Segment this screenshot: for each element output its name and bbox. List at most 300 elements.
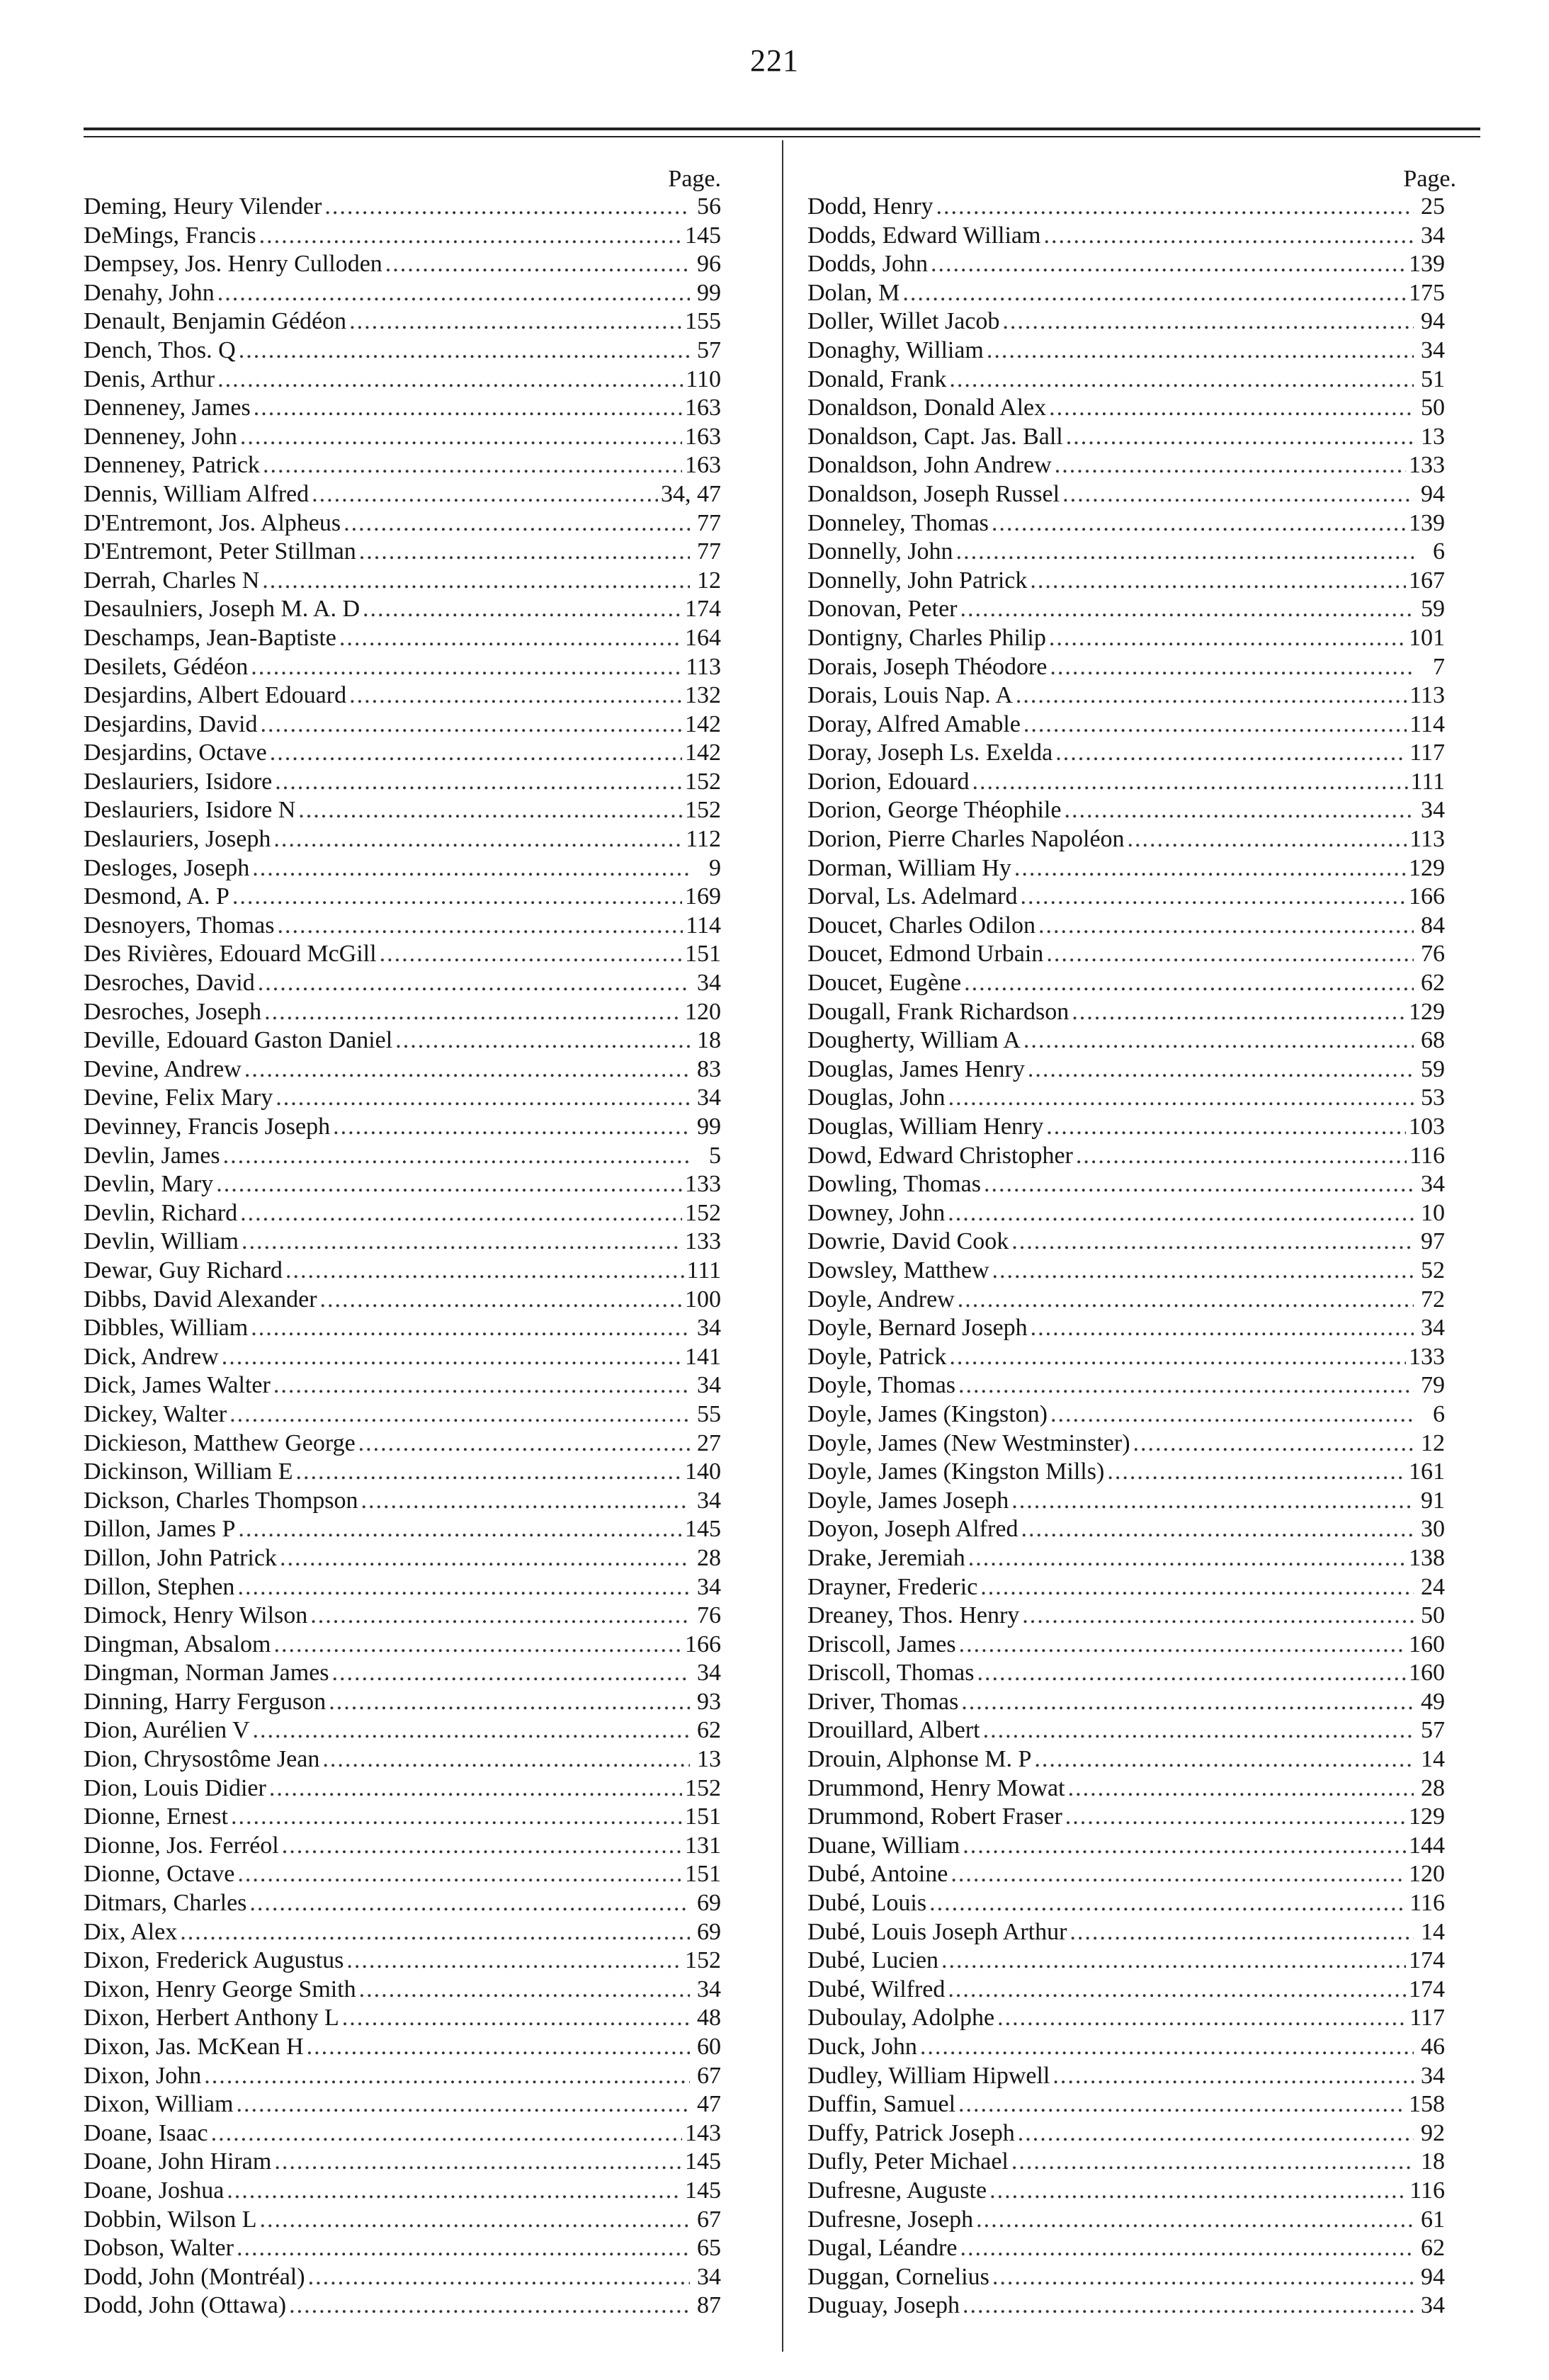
- entry-name: Dodd, John (Montréal): [84, 2263, 305, 2290]
- dot-leader: [960, 595, 1414, 624]
- dot-leader: [237, 2234, 690, 2263]
- entry-page: 14: [1421, 1918, 1445, 1945]
- index-entry: [84, 1429, 721, 1458]
- entry-page: 164: [685, 624, 721, 651]
- index-entry: [807, 2206, 1445, 2235]
- dot-leader: [1050, 1400, 1414, 1429]
- index-entry: [807, 1774, 1445, 1803]
- dot-leader: [211, 2119, 682, 2148]
- entry-name: Donnelly, John: [807, 538, 953, 565]
- index-entry: [84, 394, 721, 423]
- index-entry: [807, 193, 1445, 222]
- index-entry: [84, 940, 721, 969]
- dot-leader: [931, 250, 1406, 279]
- dot-leader: [223, 1142, 690, 1171]
- dot-leader: [963, 2291, 1414, 2320]
- entry-name: Dodd, Henry: [807, 193, 934, 220]
- dot-leader: [902, 279, 1406, 308]
- dot-leader: [258, 969, 690, 998]
- index-entry: [807, 2062, 1445, 2091]
- index-entry: [807, 1544, 1445, 1573]
- dot-leader: [980, 1573, 1414, 1602]
- index-entry: [84, 1659, 721, 1688]
- entry-name: Dufresne, Joseph: [807, 2206, 974, 2233]
- entry-page: 65: [697, 2235, 721, 2262]
- dot-leader: [308, 2263, 690, 2292]
- entry-page: 47: [697, 2091, 721, 2118]
- entry-name: Donaldson, Joseph Russel: [807, 480, 1060, 507]
- index-entry: [84, 1084, 721, 1113]
- index-entry: [84, 1860, 721, 1889]
- dot-leader: [285, 1257, 684, 1286]
- entry-name: Dowling, Thomas: [807, 1171, 981, 1198]
- entry-page: 67: [697, 2062, 721, 2089]
- dot-leader: [958, 2090, 1406, 2119]
- entry-page: 84: [1421, 912, 1445, 939]
- index-entry: [84, 796, 721, 825]
- entry-page: 120: [685, 998, 721, 1025]
- index-entry: [807, 2177, 1445, 2206]
- entry-page: 34: [1421, 336, 1445, 363]
- dot-leader: [240, 1199, 682, 1228]
- index-entry: [807, 1946, 1445, 1976]
- index-entry: [84, 1170, 721, 1199]
- entry-name: Dubé, Louis Joseph Arthur: [807, 1918, 1067, 1945]
- entry-page: 34: [1421, 2062, 1445, 2089]
- entry-name: Dingman, Norman James: [84, 1660, 329, 1687]
- entry-name: Donovan, Peter: [807, 596, 958, 623]
- entry-page: 28: [697, 1544, 721, 1571]
- column-divider: [782, 140, 783, 2352]
- entry-name: Devine, Felix Mary: [84, 1084, 273, 1111]
- index-entry: [807, 768, 1445, 797]
- entry-name: Desmond, A. P: [84, 883, 229, 910]
- dot-leader: [948, 1199, 1414, 1228]
- entry-name: Denneney, Patrick: [84, 452, 260, 479]
- dot-leader: [251, 1314, 690, 1343]
- dot-leader: [992, 2263, 1414, 2292]
- entry-name: Donald, Frank: [807, 366, 947, 392]
- dot-leader: [1052, 2062, 1414, 2091]
- dot-leader: [1028, 1055, 1414, 1084]
- dot-leader: [948, 1084, 1414, 1113]
- entry-page: 139: [1409, 251, 1445, 278]
- index-entry: [807, 595, 1445, 624]
- entry-name: Desjardins, Octave: [84, 740, 267, 766]
- index-entry: [807, 1400, 1445, 1429]
- index-entry: [807, 2291, 1445, 2320]
- dot-leader: [1065, 796, 1414, 825]
- entry-name: Duboulay, Adolphe: [807, 2005, 995, 2032]
- index-entry: [84, 825, 721, 854]
- index-entry: [84, 307, 721, 336]
- entry-page: 62: [1421, 2235, 1445, 2262]
- index-entry: [84, 2206, 721, 2235]
- dot-leader: [312, 480, 658, 509]
- dot-leader: [342, 2004, 690, 2033]
- entry-page: 174: [1409, 1947, 1445, 1974]
- index-entry: [84, 1832, 721, 1861]
- dot-leader: [269, 1774, 682, 1803]
- entry-page: 34: [697, 1372, 721, 1399]
- entry-page: 57: [697, 336, 721, 363]
- entry-name: Donaldson, Capt. Jas. Ball: [807, 423, 1063, 450]
- dot-leader: [276, 1084, 690, 1113]
- entry-name: Dimock, Henry Wilson: [84, 1602, 308, 1629]
- dot-leader: [358, 1429, 690, 1458]
- index-entry: [807, 2148, 1445, 2177]
- dot-leader: [332, 1659, 690, 1688]
- entry-page: 51: [1421, 366, 1445, 392]
- dot-leader: [1022, 1602, 1414, 1631]
- index-entry: [807, 567, 1445, 596]
- entry-page: 76: [1421, 941, 1445, 968]
- entry-name: Denault, Benjamin Gédéon: [84, 308, 347, 335]
- dot-leader: [349, 307, 682, 336]
- entry-name: Dixon, Jas. McKean H: [84, 2034, 304, 2060]
- entry-page: 138: [1409, 1544, 1445, 1571]
- entry-page: 166: [1409, 883, 1445, 910]
- dot-leader: [263, 451, 682, 480]
- entry-page: 34: [697, 1660, 721, 1687]
- entry-name: Dorion, George Théophile: [807, 797, 1062, 824]
- entry-page: 161: [1409, 1458, 1445, 1485]
- entry-page: 145: [685, 222, 721, 249]
- entry-name: Dorion, Edouard: [807, 768, 970, 795]
- dot-leader: [262, 567, 690, 596]
- entry-name: Drummond, Robert Fraser: [807, 1803, 1062, 1830]
- entry-name: Driscoll, James: [807, 1631, 956, 1658]
- entry-page: 158: [1409, 2091, 1445, 2118]
- entry-page: 67: [697, 2206, 721, 2233]
- index-entry: [84, 423, 721, 452]
- dot-leader: [361, 1487, 690, 1516]
- entry-name: Doane, Isaac: [84, 2119, 208, 2146]
- dot-leader: [359, 538, 690, 567]
- entry-page: 6: [1433, 1400, 1445, 1427]
- dot-leader: [204, 2062, 690, 2091]
- index-entry: [84, 222, 721, 251]
- index-entry: [84, 1631, 721, 1660]
- dot-leader: [273, 1371, 690, 1400]
- entry-name: Donaghy, William: [807, 336, 984, 363]
- entry-page: 24: [1421, 1573, 1445, 1600]
- entry-page: 175: [1409, 279, 1445, 306]
- index-entry: [807, 366, 1445, 395]
- entry-name: DeMings, Francis: [84, 222, 256, 249]
- index-entry: [807, 1113, 1445, 1142]
- dot-leader: [240, 423, 682, 452]
- dot-leader: [217, 279, 690, 308]
- dot-leader: [1133, 1429, 1414, 1458]
- index-entry: [807, 1142, 1445, 1171]
- entry-name: Dubé, Louis: [807, 1890, 927, 1917]
- index-entry: [84, 595, 721, 624]
- entry-name: Donnelly, John Patrick: [807, 567, 1028, 594]
- dot-leader: [958, 1371, 1414, 1400]
- dot-leader: [251, 653, 683, 682]
- entry-page: 13: [1421, 423, 1445, 450]
- entry-page: 120: [1409, 1861, 1445, 1888]
- entry-name: Doane, Joshua: [84, 2177, 225, 2204]
- right-column: [807, 162, 1456, 2320]
- dot-leader: [298, 796, 682, 825]
- dot-leader: [227, 2177, 682, 2206]
- entry-page: 50: [1421, 1602, 1445, 1629]
- entry-page: 97: [1421, 1228, 1445, 1255]
- entry-page: 30: [1421, 1516, 1445, 1543]
- entry-name: Dodds, John: [807, 251, 929, 278]
- entry-page: 34: [697, 970, 721, 997]
- entry-page: 68: [1421, 1027, 1445, 1054]
- entry-page: 7: [1433, 653, 1445, 680]
- entry-page: 174: [685, 596, 721, 623]
- entry-page: 34: [1421, 222, 1445, 249]
- entry-page: 152: [685, 797, 721, 824]
- dot-leader: [1049, 394, 1414, 423]
- entry-page: 132: [685, 682, 721, 709]
- entry-page: 91: [1421, 1487, 1445, 1514]
- dot-leader: [333, 1113, 690, 1142]
- entry-name: Dickson, Charles Thompson: [84, 1487, 358, 1514]
- entry-name: Dick, Andrew: [84, 1343, 219, 1370]
- dot-leader: [929, 1889, 1407, 1918]
- entry-page: 163: [685, 423, 721, 450]
- entry-page: 94: [1421, 2263, 1445, 2290]
- entry-page: 62: [1421, 970, 1445, 997]
- dot-leader: [274, 2148, 682, 2177]
- dot-leader: [273, 825, 683, 854]
- index-entry: [807, 1602, 1445, 1631]
- entry-name: Drouillard, Albert: [807, 1717, 980, 1744]
- index-entry: [84, 1314, 721, 1343]
- entry-page: 83: [697, 1055, 721, 1082]
- entry-name: Doyle, James (New Westminster): [807, 1429, 1130, 1456]
- index-entry: [807, 538, 1445, 567]
- index-entry: [807, 1631, 1445, 1660]
- entry-page: 46: [1421, 2034, 1445, 2060]
- entry-page: 59: [1421, 596, 1445, 623]
- entry-name: Doyle, James Joseph: [807, 1487, 1009, 1514]
- dot-leader: [322, 1745, 690, 1774]
- entry-page: 34, 47: [661, 480, 721, 507]
- dot-leader: [1011, 2148, 1414, 2177]
- dot-leader: [968, 1544, 1406, 1573]
- index-entry: [84, 366, 721, 395]
- entry-page: 166: [685, 1631, 721, 1658]
- entry-name: Drayner, Frederic: [807, 1573, 978, 1600]
- index-entry: [807, 710, 1445, 740]
- entry-name: Dobson, Walter: [84, 2235, 234, 2262]
- entry-page: 133: [685, 1228, 721, 1255]
- entry-name: Dudley, William Hipwell: [807, 2062, 1050, 2089]
- dot-leader: [949, 1343, 1406, 1372]
- index-entry: [84, 1026, 721, 1055]
- index-entry: [84, 1343, 721, 1372]
- index-entry: [84, 1487, 721, 1516]
- index-entry: [807, 1429, 1445, 1458]
- dot-leader: [252, 854, 690, 883]
- index-entry: [84, 1371, 721, 1400]
- dot-leader: [324, 193, 690, 222]
- index-entry: [807, 1228, 1445, 1257]
- page-number: 221: [750, 43, 799, 78]
- entry-name: Drummond, Henry Mowat: [807, 1774, 1065, 1801]
- index-entry: [807, 1371, 1445, 1400]
- index-entry: [84, 2062, 721, 2091]
- entry-name: Dontigny, Charles Philip: [807, 624, 1046, 651]
- index-entry: [84, 451, 721, 480]
- dot-leader: [972, 768, 1408, 797]
- dot-leader: [959, 1631, 1406, 1660]
- entry-name: Dinning, Harry Ferguson: [84, 1688, 327, 1715]
- entry-name: Douglas, John: [807, 1084, 946, 1111]
- entry-page: 34: [697, 1573, 721, 1600]
- entry-page: 34: [697, 1315, 721, 1342]
- entry-page: 152: [685, 1199, 721, 1226]
- entry-name: Dougall, Frank Richardson: [807, 998, 1069, 1025]
- dot-leader: [1023, 710, 1407, 740]
- index-entry: [807, 739, 1445, 768]
- index-entry: [84, 2090, 721, 2119]
- dot-leader: [1043, 222, 1414, 251]
- index-entry: [807, 1832, 1445, 1861]
- entry-page: 72: [1421, 1286, 1445, 1313]
- dot-leader: [231, 1803, 682, 1832]
- entry-name: Desjardins, David: [84, 710, 258, 737]
- index-entry: [807, 509, 1445, 538]
- index-entry: [807, 1314, 1445, 1343]
- entry-page: 155: [685, 308, 721, 335]
- entry-name: Dobbin, Wilson L: [84, 2206, 257, 2233]
- entry-name: Duguay, Joseph: [807, 2292, 960, 2319]
- entry-name: Duck, John: [807, 2034, 917, 2060]
- index-entry: [807, 2119, 1445, 2148]
- index-entry: [84, 681, 721, 710]
- entry-name: Dubé, Lucien: [807, 1947, 939, 1974]
- dot-leader: [964, 969, 1414, 998]
- entry-page: 114: [686, 912, 721, 939]
- index-entry: [84, 998, 721, 1027]
- dot-leader: [1076, 1142, 1407, 1171]
- entry-name: Devinney, Francis Joseph: [84, 1114, 331, 1140]
- entry-name: Dibbles, William: [84, 1315, 249, 1342]
- index-entry: [84, 710, 721, 740]
- entry-name: Doller, Willet Jacob: [807, 308, 1000, 335]
- entry-name: Dubé, Antoine: [807, 1861, 948, 1888]
- index-entry: [84, 624, 721, 653]
- dot-leader: [1018, 2119, 1414, 2148]
- dot-leader: [992, 509, 1406, 538]
- dot-leader: [349, 681, 682, 710]
- index-entry: [84, 2177, 721, 2206]
- dot-leader: [1034, 1745, 1414, 1774]
- dot-leader: [992, 1257, 1414, 1286]
- index-entry: [807, 423, 1445, 452]
- dot-leader: [958, 1286, 1414, 1315]
- entry-page: 69: [697, 1918, 721, 1945]
- dot-leader: [222, 1343, 682, 1372]
- index-entry: [807, 1343, 1445, 1372]
- dot-leader: [1011, 1228, 1414, 1257]
- right-page-heading: Page.: [1403, 166, 1456, 192]
- dot-leader: [951, 1860, 1406, 1889]
- entry-page: 133: [1409, 452, 1445, 479]
- dot-leader: [244, 1055, 690, 1084]
- entry-name: Dolan, M: [807, 279, 900, 306]
- index-entry: [807, 480, 1445, 509]
- dot-leader: [960, 2234, 1414, 2263]
- index-entry: [807, 1487, 1445, 1516]
- index-entry: [807, 1286, 1445, 1315]
- header-rule-thin: [84, 136, 1480, 137]
- entry-page: 61: [1421, 2206, 1445, 2233]
- entry-page: 94: [1421, 308, 1445, 335]
- entry-name: Devlin, William: [84, 1228, 239, 1255]
- entry-name: Doucet, Edmond Urbain: [807, 941, 1044, 968]
- index-entry: [84, 2004, 721, 2033]
- dot-leader: [941, 1946, 1406, 1976]
- index-entry: [84, 854, 721, 883]
- entry-page: 49: [1421, 1688, 1445, 1715]
- index-entry: [807, 222, 1445, 251]
- entry-name: Dixon, Frederick Augustus: [84, 1947, 344, 1974]
- dot-leader: [320, 1286, 682, 1315]
- index-entry: [84, 2148, 721, 2177]
- index-entry: [807, 912, 1445, 941]
- entry-name: Desloges, Joseph: [84, 854, 250, 881]
- dot-leader: [216, 1170, 682, 1199]
- index-entry: [807, 1458, 1445, 1487]
- entry-page: 113: [686, 653, 721, 680]
- entry-name: Dugal, Léandre: [807, 2235, 958, 2262]
- entry-page: 129: [1409, 1803, 1445, 1830]
- entry-name: Dench, Thos. Q: [84, 336, 236, 363]
- entry-name: Doucet, Charles Odilon: [807, 912, 1035, 939]
- index-entry: [84, 1803, 721, 1832]
- entry-page: 18: [697, 1027, 721, 1054]
- dot-leader: [282, 1832, 682, 1861]
- entry-name: Dewar, Guy Richard: [84, 1257, 283, 1284]
- dot-leader: [1055, 451, 1406, 480]
- index-entry: [84, 1716, 721, 1745]
- dot-leader: [359, 1976, 690, 2005]
- index-entry: [84, 1946, 721, 1976]
- entry-page: 110: [686, 366, 721, 392]
- entry-name: Dillon, James P: [84, 1516, 236, 1543]
- entry-page: 116: [1409, 2177, 1445, 2204]
- dot-leader: [1072, 998, 1406, 1027]
- dot-leader: [329, 1688, 690, 1717]
- index-entry: [807, 1659, 1445, 1688]
- dot-leader: [977, 1659, 1406, 1688]
- entry-name: Downey, John: [807, 1199, 946, 1226]
- dot-leader: [217, 366, 683, 395]
- entry-page: 152: [685, 1947, 721, 1974]
- index-entry: [84, 193, 721, 222]
- index-entry: [84, 912, 721, 941]
- entry-page: 48: [697, 2005, 721, 2032]
- index-entry: [84, 739, 721, 768]
- index-entry: [807, 279, 1445, 308]
- entry-name: Doray, Alfred Amable: [807, 710, 1021, 737]
- index-entry: [807, 825, 1445, 854]
- dot-leader: [180, 1918, 690, 1947]
- index-entry: [807, 394, 1445, 423]
- dot-leader: [395, 1026, 690, 1055]
- dot-leader: [1046, 1113, 1406, 1142]
- dot-leader: [264, 998, 682, 1027]
